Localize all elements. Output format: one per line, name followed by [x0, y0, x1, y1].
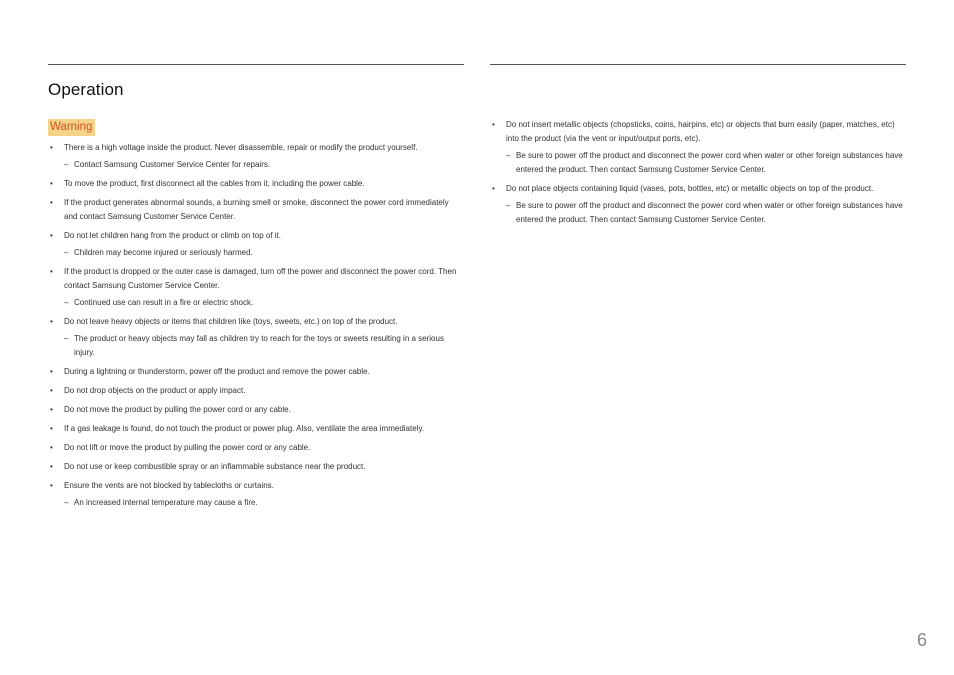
right-warning-list	[490, 118, 906, 227]
sub-list	[64, 296, 464, 310]
sub-list-item	[64, 246, 464, 260]
page-number: 6	[916, 630, 927, 650]
sub-list-item-text: An increased internal temperature may cause a fire.	[74, 498, 258, 507]
sub-list-item-text: Contact Samsung Customer Service Center for repairs.	[74, 160, 271, 169]
bullet-icon: •	[50, 386, 53, 395]
sub-list	[506, 149, 906, 177]
sub-list-item-text: Children may become injured or seriously harmed.	[74, 248, 253, 257]
sub-list-item-text: Continued use can result in a fire or electric shock.	[74, 298, 254, 307]
bullet-icon: •	[492, 184, 495, 193]
sub-list-item	[64, 296, 464, 310]
sub-list-item-text: Be sure to power off the product and disconnect the power cord when water or other foreign substances have entered the product. Then contact Samsung Customer Service Center.	[516, 151, 903, 174]
dash-icon: –	[64, 248, 69, 257]
bullet-icon: •	[50, 405, 53, 414]
dash-icon: –	[64, 334, 69, 343]
list-item	[48, 141, 464, 172]
list-item-text: There is a high voltage inside the product. Never disassemble, repair or modify the product yourself.	[64, 143, 418, 152]
list-item-text: Do not let children hang from the product or climb on top of it.	[64, 231, 282, 240]
list-item	[48, 365, 464, 379]
list-item	[48, 229, 464, 260]
bullet-icon: •	[50, 198, 53, 207]
bullet-icon: •	[50, 179, 53, 188]
list-item	[48, 479, 464, 510]
list-item	[48, 265, 464, 310]
list-item-text: If the product generates abnormal sounds, a burning smell or smoke, disconnect the power cord immediately and contact Samsung Customer Service Center.	[64, 198, 449, 221]
bullet-icon: •	[50, 317, 53, 326]
sub-list-item	[64, 496, 464, 510]
list-item-text: Do not drop objects on the product or apply impact.	[64, 386, 246, 395]
list-item-text: If the product is dropped or the outer case is damaged, turn off the power and disconnect the power cord. Then contact Samsung Customer Service Center.	[64, 267, 457, 290]
list-item-text: Do not move the product by pulling the power cord or any cable.	[64, 405, 291, 414]
bullet-icon: •	[50, 462, 53, 471]
sub-list	[506, 199, 906, 227]
page-title: Operation	[48, 80, 124, 99]
header-rule-left	[48, 64, 464, 65]
list-item-text: Do not insert metallic objects (chopsticks, coins, hairpins, etc) or objects that burn easily (paper, matches, etc) into the product (via the vent or input/output ports, etc).	[506, 120, 895, 143]
list-item	[490, 118, 906, 177]
dash-icon: –	[64, 298, 69, 307]
sub-list-item-text: Be sure to power off the product and disconnect the power cord when water or other foreign substances have entered the product. Then contact Samsung Customer Service Center.	[516, 201, 903, 224]
bullet-icon: •	[50, 424, 53, 433]
bullet-icon: •	[50, 231, 53, 240]
list-item-text: Ensure the vents are not blocked by tablecloths or curtains.	[64, 481, 274, 490]
list-item	[48, 441, 464, 455]
list-item-text: Do not use or keep combustible spray or an inflammable substance near the product.	[64, 462, 366, 471]
bullet-icon: •	[50, 143, 53, 152]
header-rule-right	[490, 64, 906, 65]
sub-list-item	[64, 158, 464, 172]
sub-list	[64, 158, 464, 172]
bullet-icon: •	[50, 267, 53, 276]
sub-list	[64, 496, 464, 510]
sub-list	[64, 332, 464, 360]
list-item	[48, 460, 464, 474]
list-item	[48, 177, 464, 191]
dash-icon: –	[64, 498, 69, 507]
list-item	[48, 315, 464, 360]
sub-list-item	[506, 149, 906, 177]
bullet-icon: •	[492, 120, 495, 129]
bullet-icon: •	[50, 481, 53, 490]
left-column	[48, 141, 464, 515]
list-item	[48, 403, 464, 417]
left-warning-list	[48, 141, 464, 510]
list-item-text: Do not leave heavy objects or items that children like (toys, sweets, etc.) on top of the product.	[64, 317, 398, 326]
sub-list	[64, 246, 464, 260]
list-item	[490, 182, 906, 227]
list-item	[48, 196, 464, 224]
list-item	[48, 384, 464, 398]
list-item-text: During a lightning or thunderstorm, power off the product and remove the power cable.	[64, 367, 370, 376]
sub-list-item	[506, 199, 906, 227]
right-column	[490, 118, 906, 232]
bullet-icon: •	[50, 367, 53, 376]
sub-list-item	[64, 332, 464, 360]
dash-icon: –	[64, 160, 69, 169]
bullet-icon: •	[50, 443, 53, 452]
dash-icon: –	[506, 151, 511, 160]
warning-badge: Warning	[48, 119, 95, 136]
sub-list-item-text: The product or heavy objects may fall as children try to reach for the toys or sweets resulting in a serious injury.	[74, 334, 444, 357]
list-item-text: Do not lift or move the product by pulling the power cord or any cable.	[64, 443, 311, 452]
list-item-text: To move the product, first disconnect all the cables from it, including the power cable.	[64, 179, 365, 188]
list-item-text: If a gas leakage is found, do not touch the product or power plug. Also, ventilate the area immediately.	[64, 424, 425, 433]
dash-icon: –	[506, 201, 511, 210]
list-item-text: Do not place objects containing liquid (vases, pots, bottles, etc) or metallic objects on top of the product.	[506, 184, 874, 193]
list-item	[48, 422, 464, 436]
